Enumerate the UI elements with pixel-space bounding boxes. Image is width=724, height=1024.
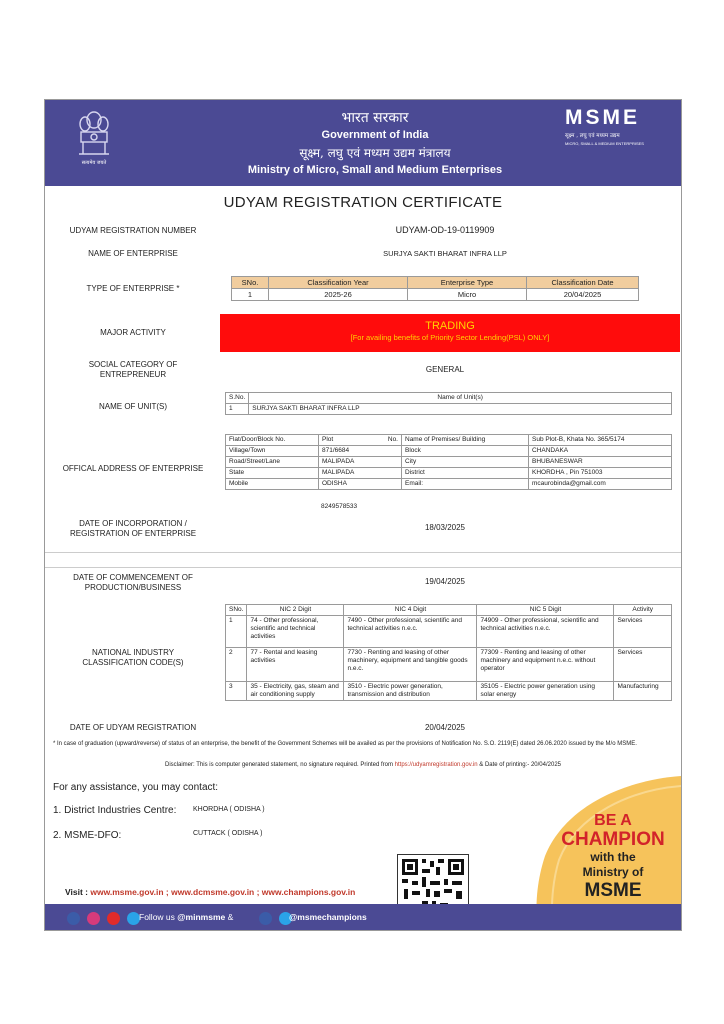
address-plot-label: Plot [322,436,334,443]
address-table [225,434,672,490]
classification-header: Classification Date [527,277,639,289]
address-cell: District [402,468,529,479]
nic-cell: 1 [226,616,247,648]
major-activity-banner [220,314,680,352]
msme-logo-sub: MICRO, SMALL & MEDIUM ENTERPRISES [565,141,644,146]
dic-value: KHORDHA ( ODISHA ) [193,806,265,813]
social-footer [45,904,681,930]
follow-text [139,912,233,922]
commencement-date: 19/04/2025 [424,577,466,586]
msme-logo-brand: MSME [565,106,640,129]
address-cell: State [226,468,319,479]
nic-cell: 77309 - Renting and leasing of other machinery and equipment n.e.c. without operator [477,648,614,682]
ministry-name: Ministry of Micro, Small and Medium Enterprises [247,164,503,176]
address-cell: City [402,457,529,468]
facebook-icon[interactable] [67,912,80,925]
social-label-line2: ENTREPRENEUR [99,370,167,379]
units-table [225,392,672,415]
address-cell: Name of Premises/ Building [402,435,529,446]
address-cell: ODISHA [319,479,402,490]
address-cell: Road/Street/Lane [226,457,319,468]
website-links[interactable]: www.msme.gov.in ; www.dcmsme.gov.in ; www.champions.gov.in [90,887,356,897]
certificate-sheet [44,99,682,931]
champion-text [545,812,681,901]
reg-no-label: UDYAM REGISTRATION NUMBER [69,226,197,235]
disclaimer-date: & Date of printing:- 20/04/2025 [477,762,561,768]
dic-label: 1. District Industries Centre: [53,805,177,816]
champion-line1: BE A [594,812,632,829]
address-cell: Mobile [226,479,319,490]
msme-logo-hindi: सूक्ष्म , लघु एवं मध्यम उद्यम [565,133,620,139]
follow-amp: & [225,912,234,922]
address-label: OFFICAL ADDRESS OF ENTERPRISE [62,464,204,473]
nic-cell: 77 - Rental and leasing activities [247,648,344,682]
visit-label: Visit : [65,887,91,897]
emblem-caption: सत्यमेव जयते [81,160,107,166]
nic-cell: Services [614,648,672,682]
hindi-ministry: सूक्ष्म, लघु एवं मध्यम उद्यम मंत्रालय [299,146,451,160]
nic-label-line1: NATIONAL INDUSTRY [91,648,175,657]
nic-header: NIC 4 Digit [344,605,477,616]
address-cell: Village/Town [226,446,319,457]
address-cell: Sub Plot-B, Khata No. 365/5174 [529,435,672,446]
follow-label: Follow us [139,912,178,922]
units-header-row [226,393,672,404]
nic-table [225,604,672,701]
enterprise-name-value: SURJYA SAKTI BHARAT INFRA LLP [383,249,507,258]
nic-cell: 7730 - Renting and leasing of other machinery, equipment and tangible goods n.e.c. [344,648,477,682]
enterprise-name-label: NAME OF ENTERPRISE [88,249,178,258]
classification-row [232,289,639,301]
champion-line5: MSME [584,880,642,901]
social-category-value: GENERAL [425,365,465,374]
minmsme-handle[interactable]: @minmsme [177,912,226,922]
nic-header-row [226,605,672,616]
social-category-label [45,360,221,380]
nic-label [45,648,221,668]
table-row [226,479,672,490]
incorporation-date: 18/03/2025 [424,523,466,532]
table-row [226,457,672,468]
classification-cell: 20/04/2025 [527,289,639,301]
social-icons-2 [259,910,292,929]
nic-label-line2: CLASSIFICATION CODE(S) [82,658,184,667]
social-label-line1: SOCIAL CATEGORY OF [88,360,178,369]
nic-cell: Services [614,616,672,648]
visit-links [65,887,355,897]
certificate-title: UDYAM REGISTRATION CERTIFICATE [223,194,503,211]
nic-cell: 3 [226,682,247,701]
classification-header: Enterprise Type [408,277,527,289]
msme-logo [565,108,665,152]
dfo-label: 2. MSME-DFO: [53,830,122,841]
commencement-label-line2: PRODUCTION/BUSINESS [84,583,182,592]
address-no-label: No. [387,436,398,443]
classification-header-row [232,277,639,289]
footnote: * In case of graduation (upward/reverse) of status of an enterprise, the benefit of the Government Schemes will be availed as per the provisions of Notification No. S.O. 2119(E) dated 26.06.2020 issued by the M/o MSME. [53,741,637,747]
address-cell: 871/6684 [319,446,402,457]
table-row [226,682,672,701]
dfo-value: CUTTACK ( ODISHA ) [193,830,263,837]
incorporation-label-line2: REGISTRATION OF ENTERPRISE [69,529,197,538]
activity-label: MAJOR ACTIVITY [100,328,166,337]
nic-header: Activity [614,605,672,616]
youtube-icon[interactable] [107,912,120,925]
address-cell: BHUBANESWAR [529,457,672,468]
msmechampions-handle[interactable]: @msmechampions [289,912,367,922]
nic-header: SNo. [226,605,247,616]
champion-line2: CHAMPION [561,829,665,850]
address-cell: Block [402,446,529,457]
table-row [226,468,672,479]
address-cell[interactable]: mcaurobinda@gmail.com [529,479,672,490]
address-cell: Email: [402,479,529,490]
government-of-india: Government of India [321,129,429,141]
nic-cell: 74 - Other professional, scientific and technical activities [247,616,344,648]
assistance-heading: For any assistance, you may contact: [53,782,219,793]
udyam-date-value: 20/04/2025 [424,723,466,732]
commencement-label [45,573,221,593]
address-cell: KHORDHA , Pin 751003 [529,468,672,479]
activity-note: [For availing benefits of Priority Sector Lending(PSL) ONLY] [350,333,550,342]
address-cell: Flat/Door/Block No. [226,435,319,446]
nic-cell: 35 - Electricity, gas, steam and air conditioning supply [247,682,344,701]
classification-cell: 2025-26 [269,289,408,301]
address-cell [319,435,402,446]
table-row [226,404,672,415]
classification-table [231,276,639,301]
address-cell: CHANDAKA [529,446,672,457]
units-header: S.No. [226,393,249,404]
nic-cell: 35105 - Electric power generation using solar energy [477,682,614,701]
incorporation-label-line1: DATE OF INCORPORATION / [79,519,187,528]
address-cell: MALIPADA [319,457,402,468]
nic-cell: Manufacturing [614,682,672,701]
nic-cell: 3510 - Electric power generation, transmission and distribution [344,682,477,701]
table-row [226,616,672,648]
nic-cell: 2 [226,648,247,682]
nic-header: NIC 5 Digit [477,605,614,616]
disclaimer-text: Disclaimer: This is computer generated statement, no signature required. Printed from [165,762,395,768]
page-gap [45,552,681,568]
address-cell: MALIPADA [319,468,402,479]
instagram-icon[interactable] [87,912,100,925]
table-row [226,435,672,446]
nic-header: NIC 2 Digit [247,605,344,616]
udyam-date-label: DATE OF UDYAM REGISTRATION [69,723,197,732]
disclaimer [45,762,681,768]
units-header: Name of Unit(s) [249,393,672,404]
activity-main: TRADING [425,320,475,332]
classification-cell: 1 [232,289,269,301]
incorporation-label [45,519,221,539]
champion-line4: Ministry of [582,865,644,879]
facebook-icon[interactable] [259,912,272,925]
nic-cell: 74909 - Other professional, scientific and technical activities n.e.c. [477,616,614,648]
udyam-portal-link[interactable]: https://udyamregistration.gov.in [394,762,478,768]
classification-header: Classification Year [269,277,408,289]
nic-cell: 7490 - Other professional, scientific and technical activities n.e.c. [344,616,477,648]
hindi-government: भारत सरकार [341,110,409,126]
units-cell: 1 [226,404,249,415]
table-row [226,648,672,682]
champion-line3: with the [590,850,636,864]
mobile-number: 8249578533 [321,503,358,510]
units-label: NAME OF UNIT(S) [99,402,167,411]
reg-no-value: UDYAM-OD-19-0119909 [395,225,495,235]
classification-header: SNo. [232,277,269,289]
type-label: TYPE OF ENTERPRISE * [86,284,180,293]
social-icons [67,910,140,929]
classification-cell: Micro [408,289,527,301]
commencement-label-line1: DATE OF COMMENCEMENT OF [73,573,193,582]
table-row [226,446,672,457]
units-cell: SURJYA SAKTI BHARAT INFRA LLP [249,404,672,415]
header-banner [45,100,681,186]
